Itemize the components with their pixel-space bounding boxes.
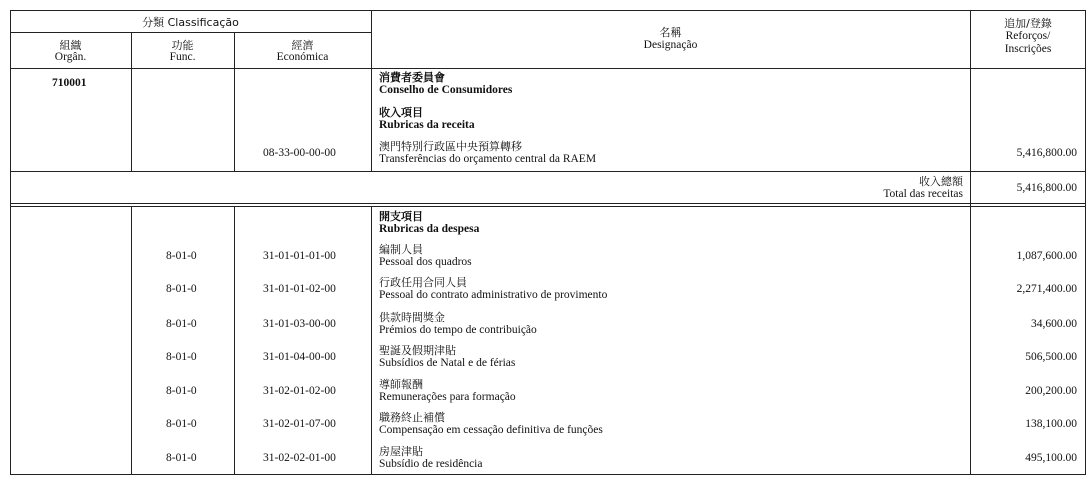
- item-name-pt: Pessoal dos quadros: [379, 256, 472, 268]
- func-code: 8-01-0: [166, 318, 197, 330]
- designation-column-divider-bottom: [371, 206, 372, 475]
- organ-header-pt: Orgân.: [54, 51, 87, 63]
- econ-code: 31-01-03-00-00: [263, 318, 336, 330]
- revenue-heading-zh: 收入項目: [379, 106, 423, 119]
- designation-header-pt: Designação: [643, 39, 698, 51]
- expense-heading-pt: Rubricas da despesa: [379, 223, 480, 235]
- econ-header-pt: Económica: [276, 51, 329, 63]
- item-name-zh: 職務終止補償: [379, 411, 445, 424]
- func-code: 8-01-0: [166, 452, 197, 464]
- econ-code: 31-01-01-02-00: [263, 283, 336, 295]
- item-name-zh: 行政任用合同人員: [379, 276, 467, 289]
- revenue-total-top-line: [10, 171, 1086, 172]
- func-header-pt: Func.: [169, 51, 196, 63]
- revenue-total-amount: 5,416,800.00: [1016, 182, 1077, 194]
- header-bottom-line: [10, 68, 1086, 69]
- designation-header-zh: 名稱: [659, 26, 682, 39]
- amount-header-pt1: Reforços/: [1005, 30, 1051, 42]
- expense-top-line: [10, 206, 1086, 207]
- func-code: 8-01-0: [166, 385, 197, 397]
- item-amount: 138,100.00: [1025, 418, 1077, 430]
- func-code: 8-01-0: [166, 250, 197, 262]
- item-name-zh: 聖誕及假期津貼: [379, 344, 456, 357]
- revenue-total-label-pt: Total das receitas: [883, 188, 963, 200]
- item-name-pt: Prémios do tempo de contribuição: [379, 324, 537, 336]
- item-name-zh: 澳門特別行政區中央預算轉移: [379, 140, 522, 153]
- item-name-pt: Subsídios de Natal e de férias: [379, 357, 516, 369]
- item-amount: 506,500.00: [1025, 351, 1077, 363]
- econ-code: 08-33-00-00-00: [263, 147, 336, 159]
- revenue-total-bottom-line: [10, 203, 1086, 204]
- item-amount: 1,087,600.00: [1016, 250, 1077, 262]
- item-name-pt: Transferências do orçamento central da RAEM: [379, 153, 597, 165]
- item-name-zh: 導師報酬: [379, 378, 423, 391]
- item-name-zh: 房屋津貼: [379, 445, 423, 458]
- econ-code: 31-02-01-02-00: [263, 385, 336, 397]
- classification-header: 分類 Classificação: [142, 16, 239, 29]
- table-border-bottom: [10, 474, 1086, 475]
- amount-column-divider: [970, 10, 971, 475]
- func-header-zh: 功能: [171, 39, 194, 52]
- item-name-pt: Subsídio de residência: [379, 458, 483, 470]
- expense-heading-zh: 開支項目: [379, 210, 423, 223]
- item-name-pt: Remunerações para formação: [379, 391, 516, 403]
- func-column-divider-bottom: [234, 206, 235, 475]
- table-border-left: [10, 10, 11, 475]
- classification-divider: [10, 32, 371, 33]
- item-name-zh: 編制人員: [379, 243, 423, 256]
- revenue-heading-pt: Rubricas da receita: [379, 119, 475, 131]
- entity-name-zh: 消費者委員會: [379, 71, 445, 84]
- func-code: 8-01-0: [166, 351, 197, 363]
- organ-column-divider-bottom: [131, 206, 132, 475]
- item-amount: 34,600.00: [1031, 318, 1077, 330]
- revenue-total-label-zh: 收入總額: [919, 175, 963, 188]
- item-amount: 2,271,400.00: [1016, 283, 1077, 295]
- item-amount: 5,416,800.00: [1016, 147, 1077, 159]
- table-border-top: [10, 10, 1086, 11]
- econ-code: 31-02-02-01-00: [263, 452, 336, 464]
- item-name-zh: 供款時間獎金: [379, 311, 445, 324]
- amount-header-zh: 追加/登錄: [1004, 17, 1052, 30]
- econ-code: 31-02-01-07-00: [263, 418, 336, 430]
- item-amount: 495,100.00: [1025, 452, 1077, 464]
- func-code: 8-01-0: [166, 283, 197, 295]
- organ-header-zh: 組織: [59, 39, 82, 52]
- func-code: 8-01-0: [166, 418, 197, 430]
- econ-code: 31-01-04-00-00: [263, 351, 336, 363]
- entity-name-pt: Conselho de Consumidores: [379, 84, 513, 96]
- econ-code: 31-01-01-01-00: [263, 250, 336, 262]
- table-border-right: [1085, 10, 1086, 475]
- amount-header-pt2: Inscrições: [1004, 43, 1052, 55]
- item-name-pt: Pessoal do contrato administrativo de provimento: [379, 289, 608, 301]
- econ-header-zh: 經濟: [291, 39, 314, 52]
- entity-code: 710001: [52, 77, 87, 89]
- item-name-pt: Compensação em cessação definitiva de funções: [379, 424, 603, 436]
- item-amount: 200,200.00: [1025, 385, 1077, 397]
